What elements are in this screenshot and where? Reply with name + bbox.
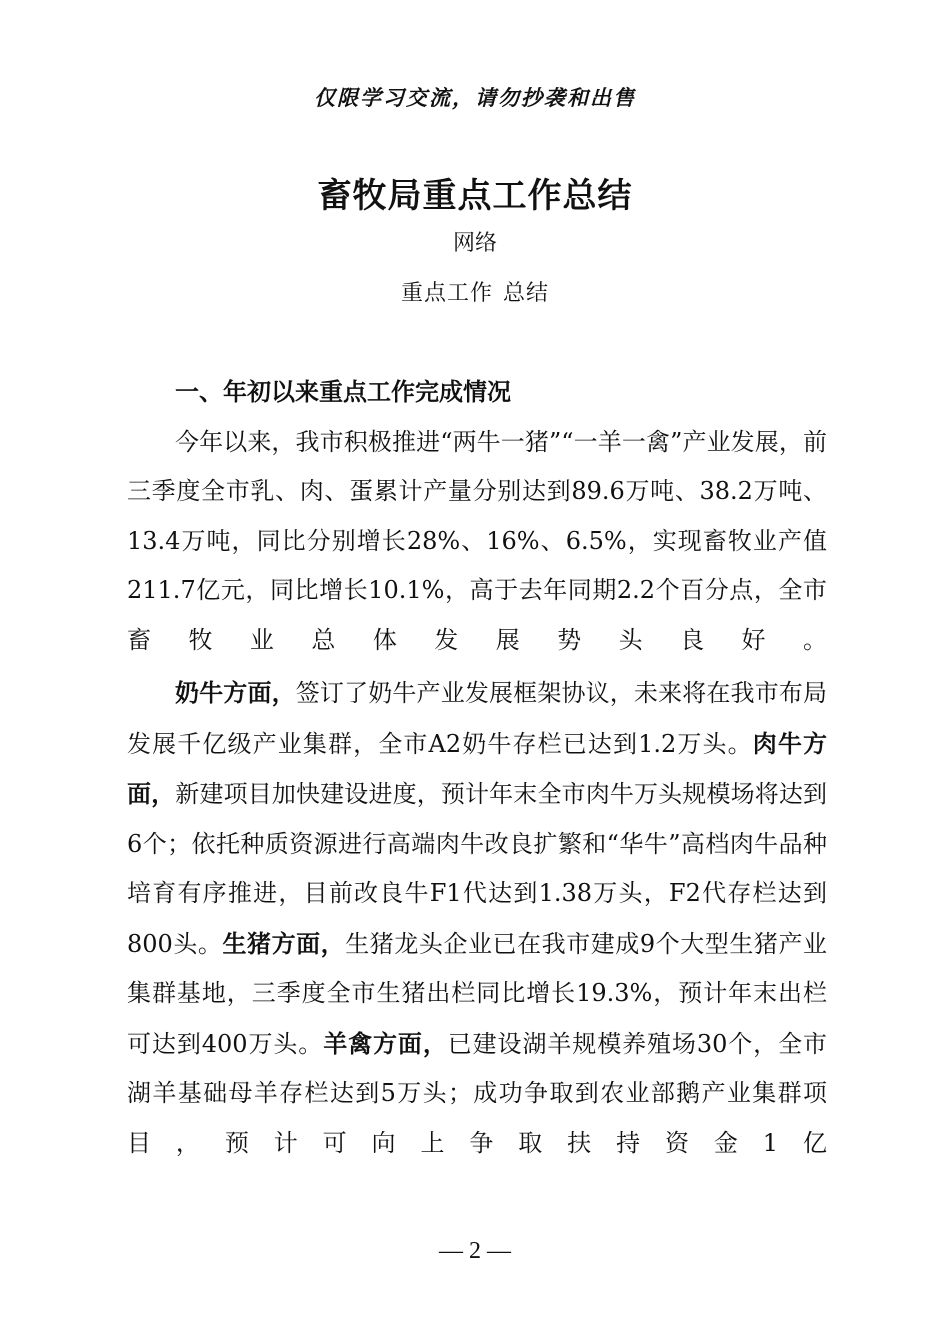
beef-label: 肉牛方面， [127, 728, 827, 808]
sheep-text: 已建设湖羊规模养殖场30个，全市湖羊基础母羊存栏达到5万头；成功争取到农业部鹅产业集群项目，预计可向上争取扶持资金1亿 [127, 1029, 828, 1157]
keyword: 重点工作 [400, 281, 493, 306]
beef-text: 新建项目加快建设进度，预计年末全市肉牛万头规模场将达到6个；依托种质资源进行高端肉牛改良扩繁和“华牛”高档肉牛品种培育有序推进，目前改良牛F1代达到1.38万头，F2代存栏达到800头。 [127, 780, 828, 958]
paragraph-livestock-details [127, 668, 827, 1168]
watermark-notice: 仅限学习交流，请勿抄袭和出售 [314, 85, 636, 110]
pig-text: 生猪龙头企业已在我市建成9个大型生猪产业集群基地，三季度全市生猪出栏同比增长19.3%，预计年末出栏可达到400万头。 [127, 929, 827, 1058]
sheep-label: 羊禽方面， [323, 1028, 448, 1058]
dairy-text: 签订了奶牛产业发展框架协议，未来将在我市布局发展千亿级产业集群，全市A2奶牛存栏已达到1.2万头。 [127, 679, 828, 758]
keyword: 总结 [503, 281, 550, 306]
document-source: 网络 [452, 231, 497, 256]
document-title: 畜牧局重点工作总结 [317, 176, 633, 216]
section-heading: 一、年初以来重点工作完成情况 [175, 378, 511, 406]
page-number: — 2 — [439, 1238, 511, 1264]
dairy-label: 奶牛方面， [175, 678, 296, 707]
document-keywords [0, 276, 950, 307]
document-body [127, 368, 827, 1168]
paragraph-overview: 今年以来，我市积极推进“两牛一猪”“一羊一禽”产业发展，前三季度全市乳、肉、蛋累计产量分别达到89.6万吨、38.2万吨、13.4万吨，同比分别增长28%、16%、6.5%，实现畜牧业产值211.7亿元，同比增长10.1%，高于去年同期2.2个百分点，全市畜牧业总体发展势头良好。 [127, 427, 827, 654]
pig-label: 生猪方面， [222, 928, 346, 958]
